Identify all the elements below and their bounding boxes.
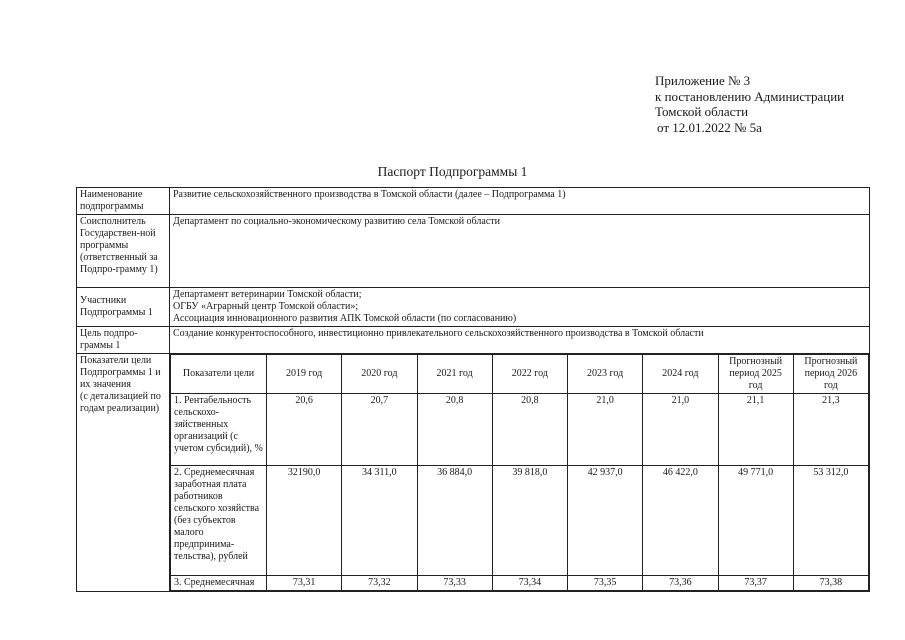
header-cell: 2022 год — [492, 355, 567, 394]
value-cell: 73,36 — [643, 576, 718, 591]
value-cell: 46 422,0 — [643, 466, 718, 576]
value-cell: 73,31 — [267, 576, 342, 591]
value-cell: 20,8 — [417, 394, 492, 466]
document-title: Паспорт Подпрограммы 1 — [377, 164, 528, 179]
table-row — [171, 576, 869, 591]
header-cell: Прогнозный период 2025 год — [718, 355, 793, 394]
value-cell: 73,32 — [342, 576, 417, 591]
row-value: Создание конкурентоспособного, инвестиционно привлекательного сельскохозяйственного производства в Томской области — [170, 327, 870, 354]
annex-header — [655, 73, 844, 135]
row-label: Участники Подпрограммы 1 — [77, 288, 170, 327]
row-value: Департамент по социально-экономическому развитию села Томской области — [170, 215, 870, 288]
value-cell: 73,34 — [492, 576, 567, 591]
value-cell: 39 818,0 — [492, 466, 567, 576]
value-cell: 21,1 — [718, 394, 793, 466]
annex-line: Приложение № 3 — [655, 73, 751, 88]
row-value — [170, 288, 870, 327]
row-label: Наименование подпрограммы — [77, 188, 170, 215]
value-cell: 20,6 — [267, 394, 342, 466]
indicators-header-row — [171, 355, 869, 394]
indicator-name: 2. Среднемесячная заработная плата работников сельского хозяйства (без субъектов малого предпринима-тельства), рублей — [171, 466, 267, 576]
participant: Ассоциация инновационного развития АПК Томской области (по согласованию) — [173, 313, 517, 324]
annex-line: от 12.01.2022 № 5а — [657, 119, 762, 135]
value-cell: 21,0 — [643, 394, 718, 466]
value-cell: 21,0 — [568, 394, 643, 466]
indicators-table — [170, 354, 869, 591]
row-value: Развитие сельскохозяйственного производства в Томской области (далее – Подпрограмма 1) — [170, 188, 870, 215]
value-cell: 73,33 — [417, 576, 492, 591]
passport-table — [76, 187, 870, 592]
indicator-name: 1. Рентабельность сельскохо-зяйственных организаций (с учетом субсидий), % — [171, 394, 267, 466]
value-cell: 36 884,0 — [417, 466, 492, 576]
indicator-name: 3. Среднемесячная — [171, 576, 267, 591]
value-cell: 20,8 — [492, 394, 567, 466]
annex-line: Томской области — [655, 104, 749, 119]
value-cell: 73,35 — [568, 576, 643, 591]
annex-line: к постановлению Администрации — [655, 88, 845, 104]
header-cell: 2019 год — [267, 355, 342, 394]
value-cell: 34 311,0 — [342, 466, 417, 576]
value-cell: 73,38 — [793, 576, 868, 591]
row-label — [77, 354, 170, 592]
indicators-label: Показатели цели Подпрограммы 1 и их значения — [80, 355, 161, 390]
value-cell: 49 771,0 — [718, 466, 793, 576]
table-row — [171, 394, 869, 466]
value-cell: 32190,0 — [267, 466, 342, 576]
participant: Департамент ветеринарии Томской области; — [173, 289, 362, 300]
indicators-label-detail: (с детализацией по годам реализации) — [80, 391, 161, 414]
value-cell: 20,7 — [342, 394, 417, 466]
value-cell: 21,3 — [793, 394, 868, 466]
participant: ОГБУ «Аграрный центр Томской области»; — [173, 301, 359, 312]
value-cell: 53 312,0 — [793, 466, 868, 576]
header-cell: Прогнозный период 2026 год — [793, 355, 868, 394]
indicators-cell — [170, 354, 870, 592]
row-label: Соисполнитель Государствен-ной программы (ответственный за Подпро-грамму 1) — [77, 215, 170, 288]
value-cell: 42 937,0 — [568, 466, 643, 576]
value-cell: 73,37 — [718, 576, 793, 591]
header-cell: 2020 год — [342, 355, 417, 394]
header-cell: Показатели цели — [171, 355, 267, 394]
header-cell: 2024 год — [643, 355, 718, 394]
row-label: Цель подпро-граммы 1 — [77, 327, 170, 354]
header-cell: 2021 год — [417, 355, 492, 394]
table-row — [171, 466, 869, 576]
header-cell: 2023 год — [568, 355, 643, 394]
